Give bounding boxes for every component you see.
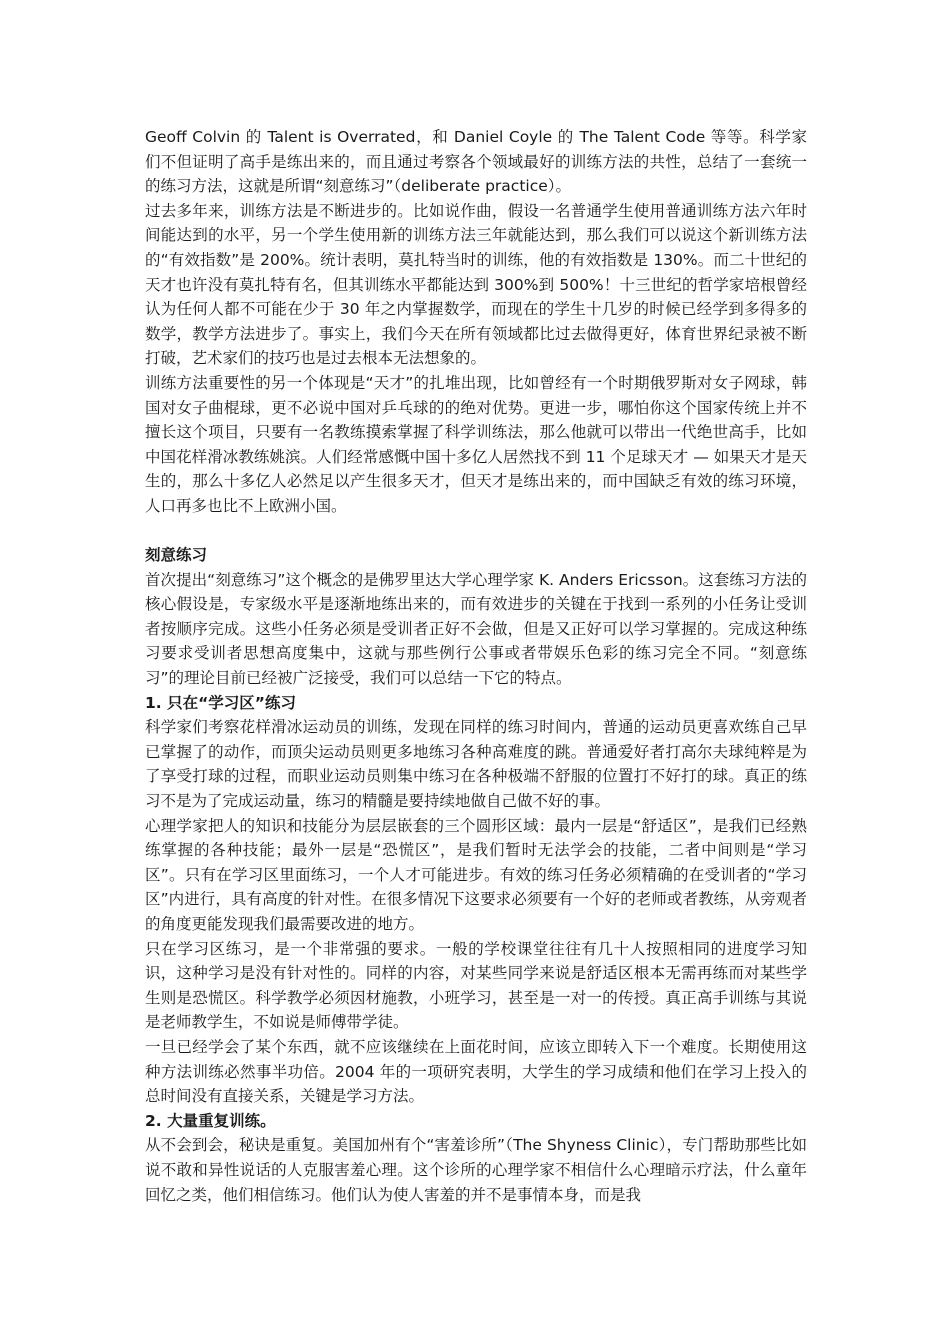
deliberate-practice-paragraph: 首次提出“刻意练习”这个概念的是佛罗里达大学心理学家 K. Anders Ericsson。这套练习方法的核心假设是，专家级水平是逐渐地练出来的，而有效进步的关键在于找到一系列的小任务让受训者按顺序完成。这些小任务必须是受训者正好不会做，但是又正好可以学习掌握的。完成这种练习要求受训者思想高度集中，这就与那些例行公事或者带娱乐色彩的练习完全不同。“刻意练习”的理论目前已经被广泛接受，我们可以总结一下它的特点。 — [145, 570, 807, 688]
skating-paragraph: 科学家们考察花样滑冰运动员的训练，发现在同样的练习时间内，普通的运动员更喜欢练自己早已掌握了的动作，而顶尖运动员则更多地练习各种高难度的跳。普通爱好者打高尔夫球纯粹是为了享受打球的过程，而职业运动员则集中练习在各种极端不舒服的位置打不好打的球。真正的练习不是为了完成运动量，练习的精髓是要持续地做自己做不好的事。 — [145, 718, 807, 811]
genius-clusters-paragraph: 训练方法重要性的另一个体现是“天才”的扎堆出现，比如曾经有一个时期俄罗斯对女子网球，韩国对女子曲棍球，更不必说中国对乒乓球的的绝对优势。更进一步，哪怕你这个国家传统上并不擅长这个项目，只要有一名教练摸索掌握了科学训练法，那么他就可以带出一代绝世高手，比如中国花样滑冰教练姚滨。人们经常感慨中国十多亿人居然找不到 11 个足球天才 — 如果天才是天生的，那么十多亿人必然足以产生很多天才，但天才是练出来的，而中国缺乏有效的练习环境，人口再多也比不上欧洲小国。 — [145, 373, 807, 515]
classroom-paragraph: 只在学习区练习，是一个非常强的要求。一般的学校课堂往往有几十人按照相同的进度学习知识，这种学习是没有针对性的。同样的内容，对某些同学来说是舒适区根本无需再练而对某些学生则是恐慌区。科学教学必须因材施教，小班学习，甚至是一对一的传授。真正高手训练与其说是老师教学生，不如说是师傅带学徒。 — [145, 939, 807, 1032]
document-body — [145, 125, 807, 1207]
section-heading-deliberate-practice: 刻意练习 — [145, 546, 208, 565]
training-progress-paragraph: 过去多年来，训练方法是不断进步的。比如说作曲，假设一名普通学生使用普通训练方法六年时间能达到的水平，另一个学生使用新的训练方法三年就能达到，那么我们可以说这个新训练方法的“有效指数”是 200%。统计表明，莫扎特当时的训练，他的有效指数是 130%。而二十世纪的天才也许没有莫扎特有名，但其训练水平都能达到 300%到 500%！十三世纪的哲学家培根曾经认为任何人都不可能在少于 30 年之内掌握数学，而现在的学生十几岁的时候已经学到多得多的数学，教学方法进步了。事实上，我们今天在所有领域都比过去做得更好，体育世界纪录被不断打破，艺术家们的技巧也是过去根本无法想象的。 — [145, 201, 807, 368]
subheading-learning-zone: 1. 只在“学习区”练习 — [145, 693, 296, 712]
subheading-repetition: 2. 大量重复训练。 — [145, 1111, 276, 1130]
three-zones-paragraph: 心理学家把人的知识和技能分为层层嵌套的三个圆形区域：最内一层是“舒适区”，是我们已经熟练掌握的各种技能；最外一层是“恐慌区”，是我们暂时无法学会的技能，二者中间则是“学习区”。只有在学习区里面练习，一个人才可能进步。有效的练习任务必须精确的在受训者的“学习区”内进行，具有高度的针对性。在很多情况下这要求必须要有一个好的老师或者教练，从旁观者的角度更能发现我们最需要改进的地方。 — [145, 816, 807, 933]
intro-paragraph: Geoff Colvin 的 Talent is Overrated，和 Daniel Coyle 的 The Talent Code 等等。科学家们不但证明了高手是练出来的，而且通过考察各个领域最好的训练方法的共性，总结了一套统一的练习方法，这就是所谓“刻意练习”（deliberate practice）。 — [145, 128, 807, 196]
next-difficulty-paragraph: 一旦已经学会了某个东西，就不应该继续在上面花时间，应该立即转入下一个难度。长期使用这种方法训练必然事半功倍。2004 年的一项研究表明，大学生的学习成绩和他们在学习上投入的总时间没有直接关系，关键是学习方法。 — [145, 1037, 807, 1106]
shyness-clinic-paragraph: 从不会到会，秘诀是重复。美国加州有个“害羞诊所”（The Shyness Clinic），专门帮助那些比如说不敢和异性说话的人克服害羞心理。这个诊所的心理学家不相信什么心理暗示疗法，什么童年回忆之类，他们相信练习。他们认为使人害羞的并不是事情本身，而是我 — [145, 1136, 807, 1204]
blank-line — [145, 519, 807, 544]
